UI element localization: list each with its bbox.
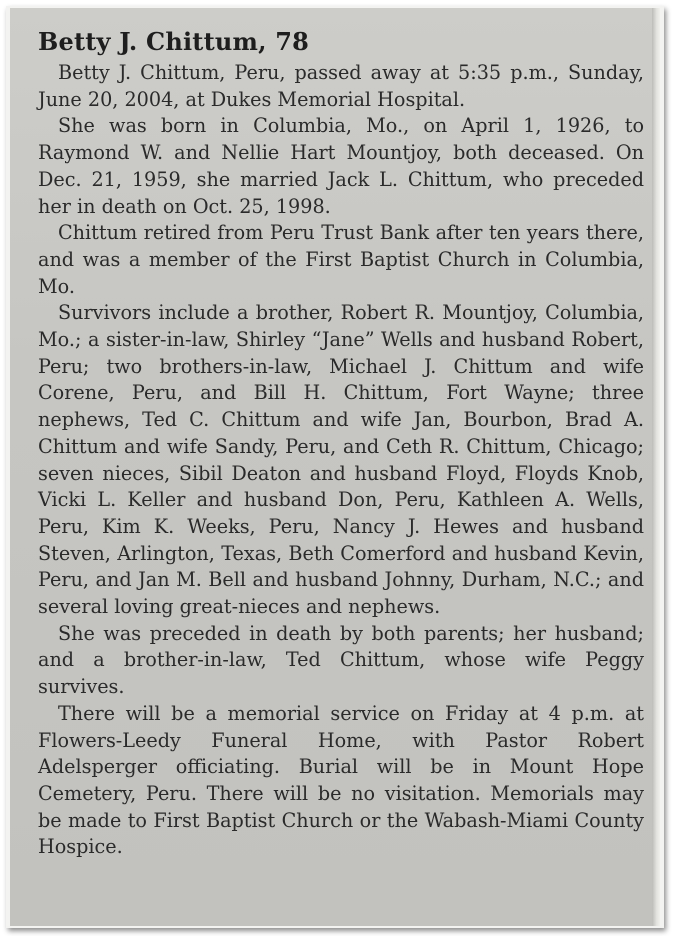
obituary-headline: Betty J. Chittum, 78 bbox=[38, 27, 310, 56]
paragraph-survivors: Survivors include a brother, Robert R. Mountjoy, Columbia, Mo.; a sister-in-law, Shirley “Jane” Wells and husband Robert, Peru; two brothers-in-law, Michael J. Chittum and wife Corene, Peru, and Bill H. Chittum, Fort Wayne; three nephews, Ted C. Chittum and wife Jan, Bourbon, Brad A. Chittum and wife Sandy, Peru, and Ceth R. Chittum, Chicago; seven nieces, Sibil Deaton and husband Floyd, Floyds Knob, Vicki L. Keller and husband Don, Peru, Kathleen A. Wells, Peru, Kim K. Weeks, Peru, Nancy J. Hewes and husband Steven, Arlington, Texas, Beth Comerford and husband Kevin, Peru, and Jan M. Bell and husband Johnny, Durham, N.C.; and several loving great-nieces and nephews. bbox=[38, 301, 644, 619]
paragraph-death-notice: Betty J. Chittum, Peru, passed away at 5:35 p.m., Sunday, June 20, 2004, at Dukes Memorial Hospital. bbox=[38, 61, 644, 111]
paragraph-career: Chittum retired from Peru Trust Bank after ten years there, and was a member of the First Baptist Church in Columbia, Mo. bbox=[38, 221, 644, 298]
paragraph-preceded: She was preceded in death by both parents; her husband; and a brother-in-law, Ted Chittum, whose wife Peggy survives. bbox=[38, 621, 644, 699]
paragraph-services: There will be a memorial service on Friday at 4 p.m. at Flowers-Leedy Funeral Home, with Pastor Robert Adelsperger officiating. Burial will be in Mount Hope Cemetery, Peru. There will be no visitation. Memorials may be made to First Baptist Church or the Wabash-Miami County Hospice. bbox=[38, 701, 644, 859]
clipping-edge bbox=[652, 8, 660, 926]
newspaper-clipping bbox=[10, 8, 660, 926]
obituary-article bbox=[38, 24, 644, 861]
paragraph-birth-marriage: She was born in Columbia, Mo., on April 1, 1926, to Raymond W. and Nellie Hart Mountjoy, both deceased. On Dec. 21, 1959, she married Jack L. Chittum, who preceded her in death on Oct. 25, 1998. bbox=[38, 114, 644, 218]
